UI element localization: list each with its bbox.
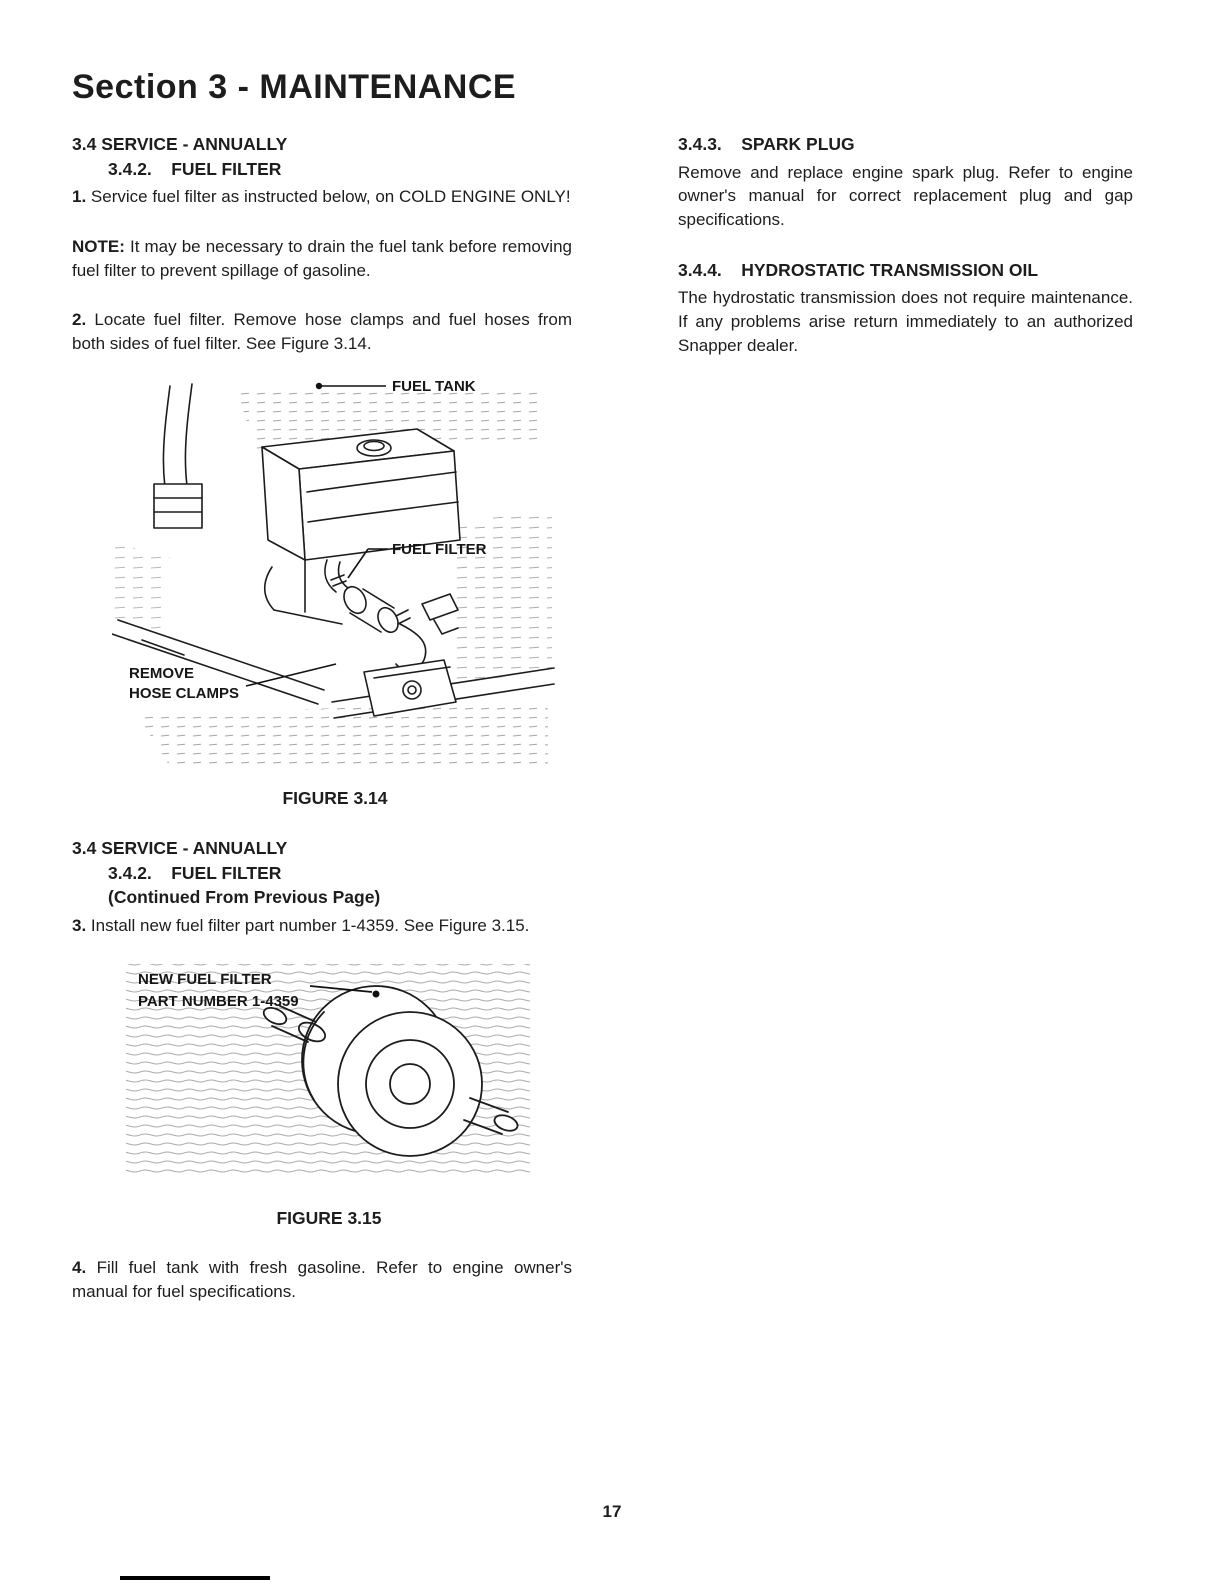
step-1-paragraph: [72, 185, 572, 209]
page-number: 17: [602, 1502, 622, 1521]
step-4-number: 4.: [72, 1258, 87, 1278]
heading-service-annually-2: 3.4 SERVICE - ANNUALLY: [72, 838, 288, 859]
step-4-paragraph: [72, 1256, 572, 1304]
heading-service-annually: 3.4 SERVICE - ANNUALLY: [72, 134, 288, 154]
step-2-number: 2.: [72, 310, 87, 330]
figure-label-remove: REMOVE: [129, 664, 195, 682]
right-column: [678, 132, 1133, 358]
heading-hydrostatic-oil: 3.4.4. HYDROSTATIC TRANSMISSION OIL: [678, 259, 1039, 280]
step-3-text: Install new fuel filter part number 1-4359. See Figure 3.15.: [90, 915, 530, 935]
figure-3-15-illustration: [118, 960, 540, 1192]
figure-label-fuel-tank: FUEL TANK: [392, 377, 476, 395]
step-2-text: Locate fuel filter. Remove hose clamps and fuel hoses from both sides of fuel filter. See Figure 3.14.: [72, 310, 572, 354]
spark-plug-paragraph: Remove and replace engine spark plug. Refer to engine owner's manual for correct replacement plug and gap specifications.: [678, 162, 1133, 230]
hydrostatic-paragraph: The hydrostatic transmission does not require maintenance. If any problems arise return immediately to an authorized Snapper dealer.: [678, 288, 1133, 355]
heading-fuel-filter-2: 3.4.2. FUEL FILTER: [108, 862, 282, 883]
figure-3-14-caption: FIGURE 3.14: [282, 787, 388, 808]
step-2-paragraph: [72, 308, 572, 356]
step-4-text: Fill fuel tank with fresh gasoline. Refer to engine owner's manual for fuel specifications.: [72, 1258, 572, 1302]
heading-fuel-filter: 3.4.2. FUEL FILTER: [108, 158, 282, 179]
figure-label-part-number: PART NUMBER 1-4359: [138, 992, 299, 1010]
figure-3-14-illustration: [112, 372, 558, 772]
heading-spark-plug: 3.4.3. SPARK PLUG: [678, 134, 855, 154]
step-1-text: Service fuel filter as instructed below, on COLD ENGINE ONLY!: [90, 187, 571, 206]
bottom-rule: [120, 1576, 270, 1580]
figure-3-14: [112, 372, 558, 811]
figure-3-15-caption: FIGURE 3.15: [276, 1207, 382, 1228]
step-1-number: 1.: [72, 187, 87, 206]
left-column: [72, 132, 572, 1304]
engine-fuel-tank-drawing: [112, 372, 558, 772]
note-paragraph: [72, 235, 572, 283]
page-title: Section 3 - MAINTENANCE: [72, 68, 517, 106]
figure-label-fuel-filter: FUEL FILTER: [392, 540, 487, 558]
step-3-paragraph: [72, 914, 572, 938]
note-text: It may be necessary to drain the fuel tank before removing fuel filter to prevent spillage of gasoline.: [72, 236, 572, 280]
figure-label-hose-clamps: HOSE CLAMPS: [129, 684, 240, 702]
figure-3-15: [118, 960, 540, 1231]
note-label: NOTE:: [72, 236, 125, 256]
step-3-number: 3.: [72, 915, 87, 935]
heading-continued: (Continued From Previous Page): [108, 887, 381, 908]
figure-label-new-fuel-filter: NEW FUEL FILTER: [138, 970, 272, 988]
